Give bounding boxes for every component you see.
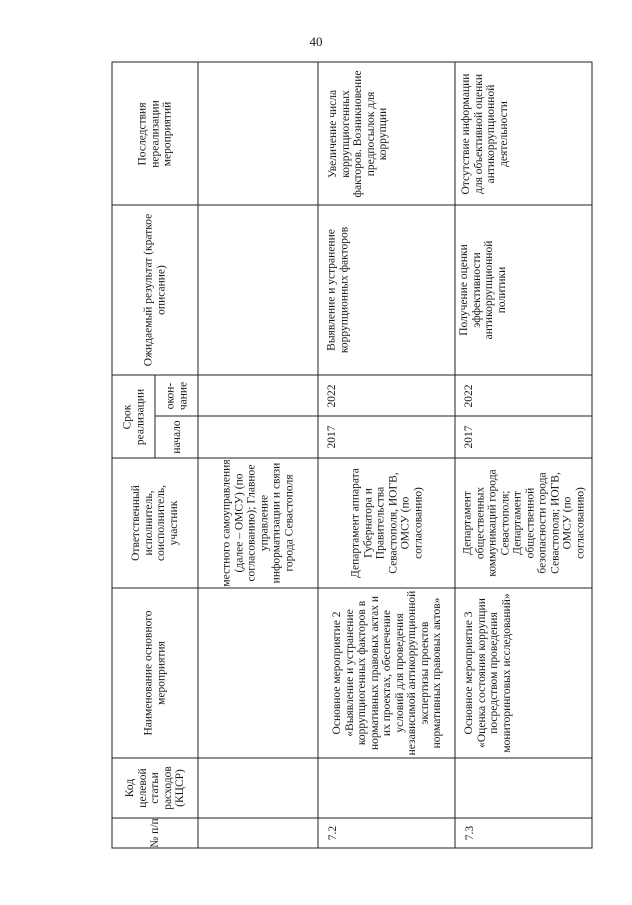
- row0-exec: местного самоуправления (далее – ОМСУ) (по согласованию); Главное управление информатизации и связи города Севастополя: [220, 459, 295, 587]
- row2-start: 2017: [462, 425, 475, 449]
- row1-result: Выявление и устранение коррупционных факторов: [325, 226, 350, 354]
- row2-name: Основное мероприятие 3 «Оценка состояния коррупции посредством проведения мониторинговых исследований»: [463, 593, 513, 753]
- header-exec: Ответственный исполнитель, соисполнитель, участник: [130, 485, 180, 561]
- header-result-cell: [112, 205, 198, 375]
- row1-end-cell: [318, 375, 346, 416]
- header-name: Наименование основного мероприятия: [142, 610, 167, 736]
- row2-result: Получение оценки эффективности антикоррупционной политики: [458, 240, 508, 340]
- row1-no: 7.2: [326, 825, 339, 841]
- row0-exec-cell: [198, 458, 318, 588]
- row2-no-cell: [455, 818, 485, 848]
- row1-name-cell: [318, 588, 455, 758]
- row2-conseq-cell: [455, 62, 515, 205]
- row1-result-cell: [318, 205, 358, 375]
- header-result: Ожидаемый результат (краткое описание): [142, 213, 167, 367]
- row1-exec-cell: [318, 458, 455, 588]
- header-no: № п/п: [148, 818, 161, 848]
- row2-conseq: Отсутствие информации для объективной оценки антикоррупционной деятельности: [460, 73, 510, 194]
- row2-result-cell: [455, 205, 511, 375]
- row1-no-cell: [318, 818, 348, 848]
- header-end: окон-чание: [164, 381, 189, 410]
- header-code: Код целевой статьи расходов (КЦСР): [123, 766, 186, 810]
- header-exec-cell: [112, 458, 198, 588]
- row2-no: 7.3: [463, 825, 476, 841]
- row1-start: 2017: [325, 425, 338, 449]
- row2-exec-cell: [455, 458, 592, 588]
- header-no-cell: [112, 818, 198, 848]
- row1-conseq-cell: [318, 62, 398, 205]
- row1-exec: Департамент аппарата Губернатора и Правительства Севастополя, ИОГВ, ОМСУ (по согласованию): [349, 468, 424, 578]
- row2-name-cell: [455, 588, 521, 758]
- header-end-cell: [155, 375, 198, 416]
- row1-end: 2022: [325, 384, 338, 407]
- row2-end: 2022: [462, 384, 475, 407]
- header-start-cell: [155, 416, 198, 458]
- row1-conseq: Увеличение числа коррупциогенных факторов. Возникновение предпосылок для коррупции: [326, 70, 389, 197]
- header-conseq: Последствия нереализации мероприятий: [136, 99, 174, 168]
- header-name-cell: [112, 588, 198, 758]
- row2-start-cell: [455, 416, 483, 458]
- row1-start-cell: [318, 416, 346, 458]
- row2-exec: Департамент общественных коммуникаций города Севастополя; Департамент общественной безопасности города Севастополя; ИОГВ, ОМСУ (по согласованию): [461, 469, 586, 577]
- page-number: 40: [309, 34, 323, 49]
- row2-end-cell: [455, 375, 483, 416]
- header-term-cell: [112, 375, 155, 458]
- header-code-cell: [112, 758, 198, 818]
- header-term: Срок реализации: [121, 388, 146, 445]
- row1-name: Основное мероприятие 2 «Выявление и устранение коррупциогенных факторов в нормативных правовых актах и их проектах, обеспечение условий для проведения независимой антикоррупционной экспертизы проектов нормативных правовых актов»: [330, 590, 443, 756]
- header-conseq-cell: [112, 62, 198, 205]
- header-start: начало: [170, 420, 183, 454]
